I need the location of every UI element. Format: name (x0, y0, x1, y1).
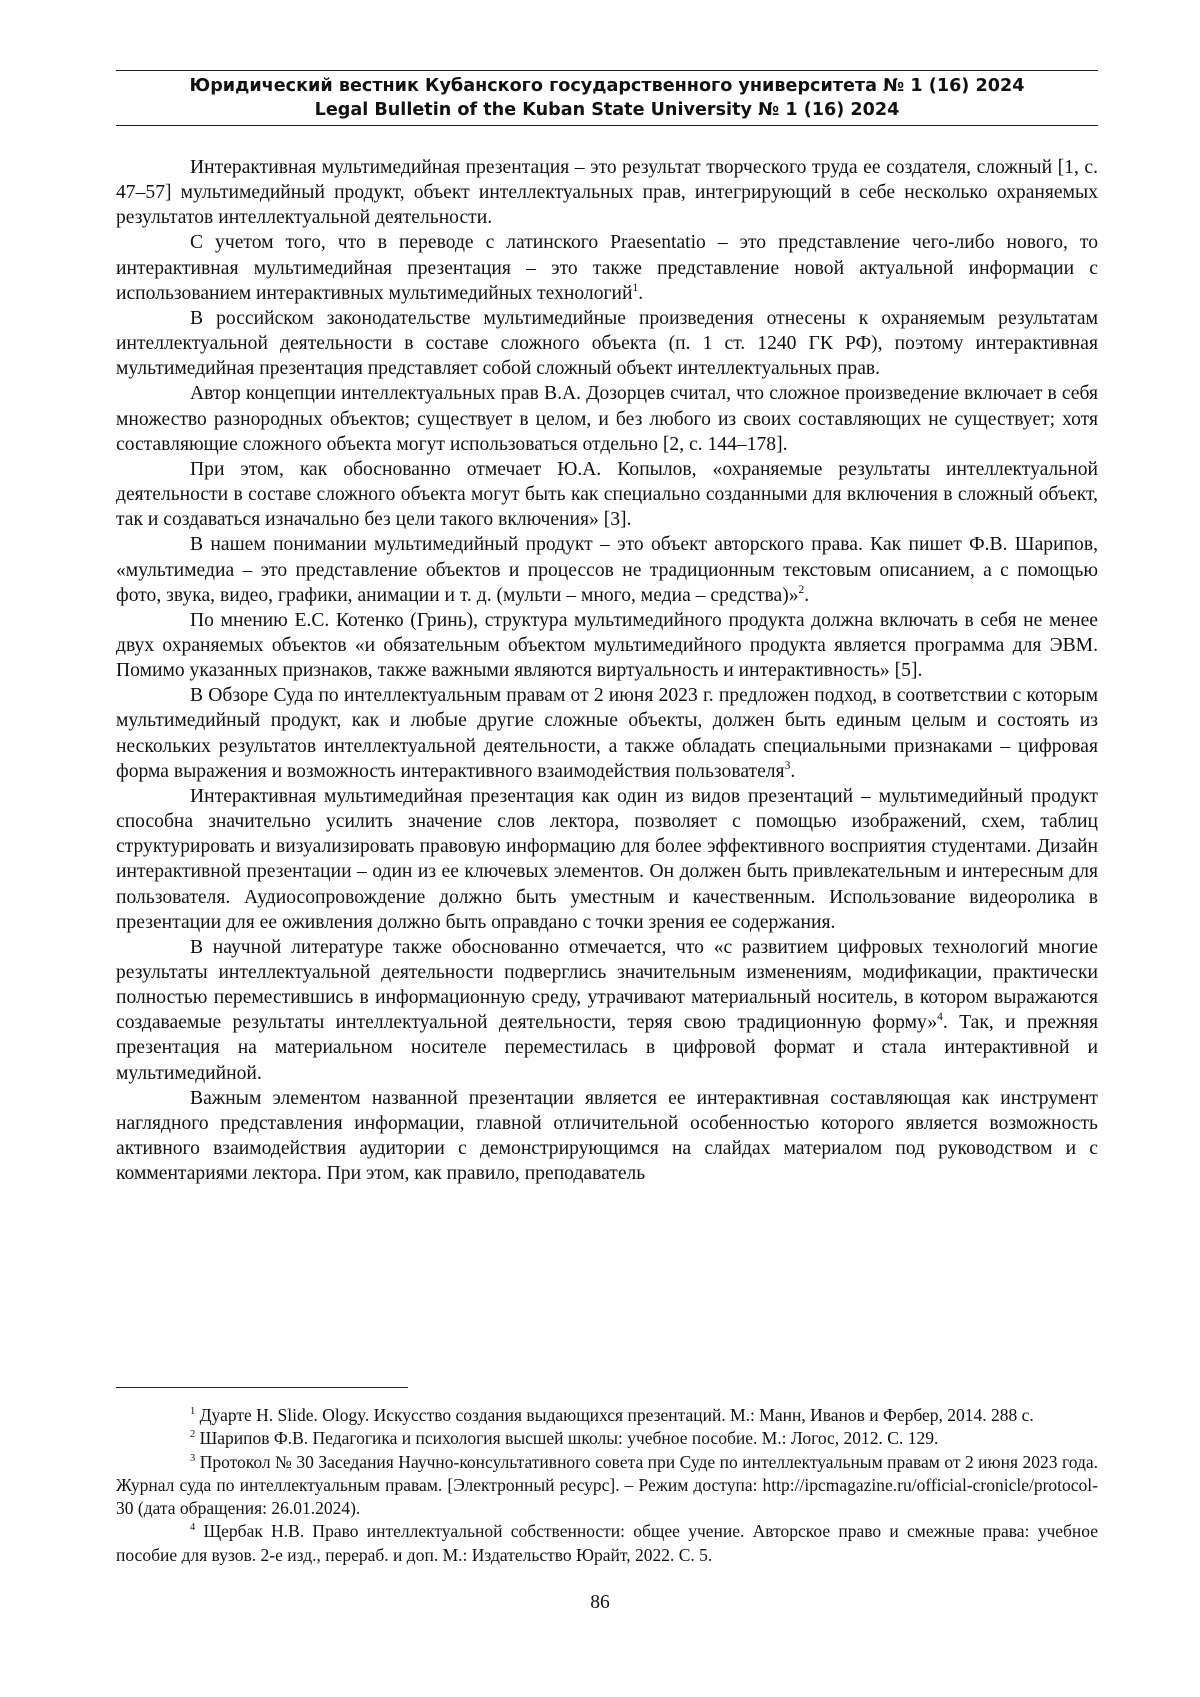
paragraph: В российском законодательстве мультимедийные произведения отнесены к охраняемым результатам интеллектуальной деятельности в составе сложного объекта (п. 1 ст. 1240 ГК РФ), поэтому интерактивная мультимедийная презентация представляет собой сложный объект интеллектуальных прав. (116, 307, 1098, 380)
footnote-ref: 1 (632, 281, 639, 294)
header-title-ru: Юридический вестник Кубанского государственного университета № 1 (16) 2024 (189, 76, 1025, 96)
paragraph: По мнению Е.С. Котенко (Гринь), структура мультимедийного продукта должна включать в себя не менее двух охраняемых объектов «и обязательным объектом мультимедийного продукта является программа для ЭВМ. Помимо указанных признаков, также важными являются виртуальность и интерактивность» [5]. (116, 609, 1098, 682)
footnotes (116, 1404, 1098, 1567)
footnote: $^4$ Щербак Н.В. Право интеллектуальной собственности: общее учение. Авторское право и смежные права: учебное пособие для вузов. 2-е изд., перераб. и доп. М.: Издательство Юрайт, 2022. С. 5. (116, 1521, 1099, 1565)
paragraph: В научной литературе также обоснованно отмечается, что «с развитием цифровых технологий многие результаты интеллектуальной деятельности подверглись значительным изменениям, модификации, практически полностью переместившись в информационную среду, утрачивают материальный носитель, в котором выражаются создаваемые результаты интеллектуальной деятельности, теряя свою традиционную форму»$^4$. Так, и прежняя презентация на материальном носителе переместилась в цифровой формат и стала интерактивной и мультимедийной. (116, 936, 1099, 1084)
running-header (116, 70, 1098, 126)
footnote-number: 4 (190, 1522, 196, 1534)
paragraph: С учетом того, что в переводе с латинского Praesentatio – это представление чего-либо нового, то интерактивная мультимедийная презентация – это также представление новой актуальной информации с использованием интерактивных мультимедийных технологий$^1$. (116, 232, 1098, 304)
paragraph: В Обзоре Суда по интеллектуальным правам от 2 июня 2023 г. предложен подход, в соответствии с которым мультимедийный продукт, как и любые другие сложные объекты, должен быть единым целым и состоять из нескольких результатов интеллектуальной деятельности, а также обладать специальными признаками – цифровая форма выражения и возможность интерактивного взаимодействия пользователя$^3$. (116, 685, 1098, 782)
paragraph: В нашем понимании мультимедийный продукт – это объект авторского права. Как пишет Ф.В. Шарипов, «мультимедиа – это представление объектов и процессов не традиционным текстовым описанием, а с помощью фото, звука, видео, графики, анимации и т. д. (мульти – много, медиа – средства)»$^2$. (116, 534, 1098, 606)
article-body (116, 155, 1098, 1186)
footnote-separator (116, 1387, 408, 1388)
footnote-ref: 2 (798, 583, 805, 596)
page-number: 86 (590, 1592, 610, 1613)
header-title-en: Legal Bulletin of the Kuban State University № 1 (16) 2024 (314, 100, 900, 120)
footnote-number: 1 (190, 1406, 196, 1417)
footnote-ref: 4 (937, 1011, 943, 1024)
paragraph: Автор концепции интеллектуальных прав В.А. Дозорцев считал, что сложное произведение включает в себя множество разнородных объектов; существует в целом, и без любого из своих составляющих не существует; хотя составляющие сложного объекта могут использоваться отдельно [2, с. 144–178]. (116, 383, 1098, 455)
footnote: $^2$ Шарипов Ф.В. Педагогика и психология высшей школы: учебное пособие. М.: Логос, 2012. С. 129. (190, 1428, 939, 1449)
footnote: $^1$ Дуарте Н. Slide. Ology. Искусство создания выдающихся презентаций. М.: Манн, Иванов и Фербер, 2014. 288 с. (190, 1405, 1034, 1425)
footnote-number: 3 (190, 1452, 196, 1464)
footnote: $^3$ Протокол № 30 Заседания Научно-консультативного совета при Суде по интеллектуальным правам от 2 июня 2023 года. Журнал суда по интеллектуальным правам. [Электронный ресурс]. – Режим доступа: http://ipcmagazine.ru/official-cronicle/protocol-30 (дата обращения: 26.01.2024). (116, 1451, 1098, 1519)
footnote-number: 2 (190, 1429, 196, 1441)
paragraph: Интерактивная мультимедийная презентация как один из видов презентаций – мультимедийный продукт способна значительно усилить значение слов лектора, позволяет с помощью изображений, схем, таблиц структурировать и визуализировать правовую информацию для более эффективного восприятия студентами. Дизайн интерактивной презентации – один из ее ключевых элементов. Он должен быть привлекательным и интересным для пользователя. Аудиосопровождение должно быть уместным и качественным. Использование видеоролика в презентации для ее оживления должно быть оправдано с точки зрения ее содержания. (116, 785, 1098, 933)
paragraph: Интерактивная мультимедийная презентация – это результат творческого труда ее создателя, сложный [1, с. 47–57] мультимедийный продукт, объект интеллектуальных прав, интегрирующий в себе несколько охраняемых результатов интеллектуальной деятельности. (116, 157, 1098, 229)
footnote-ref: 3 (784, 759, 791, 772)
paragraph: При этом, как обоснованно отмечает Ю.А. Копылов, «охраняемые результаты интеллектуальной деятельности в составе сложного объекта могут быть как специально созданными для включения в сложный объект, так и создаваться изначально без цели такого включения» [3]. (116, 458, 1098, 531)
paragraph: Важным элементом названной презентации является ее интерактивная составляющая как инструмент наглядного представления информации, главной отличительной особенностью которого является возможность активного взаимодействия аудитории с демонстрирующимся на слайдах материалом под руководством и с комментариями лектора. При этом, как правило, преподаватель (116, 1087, 1098, 1185)
